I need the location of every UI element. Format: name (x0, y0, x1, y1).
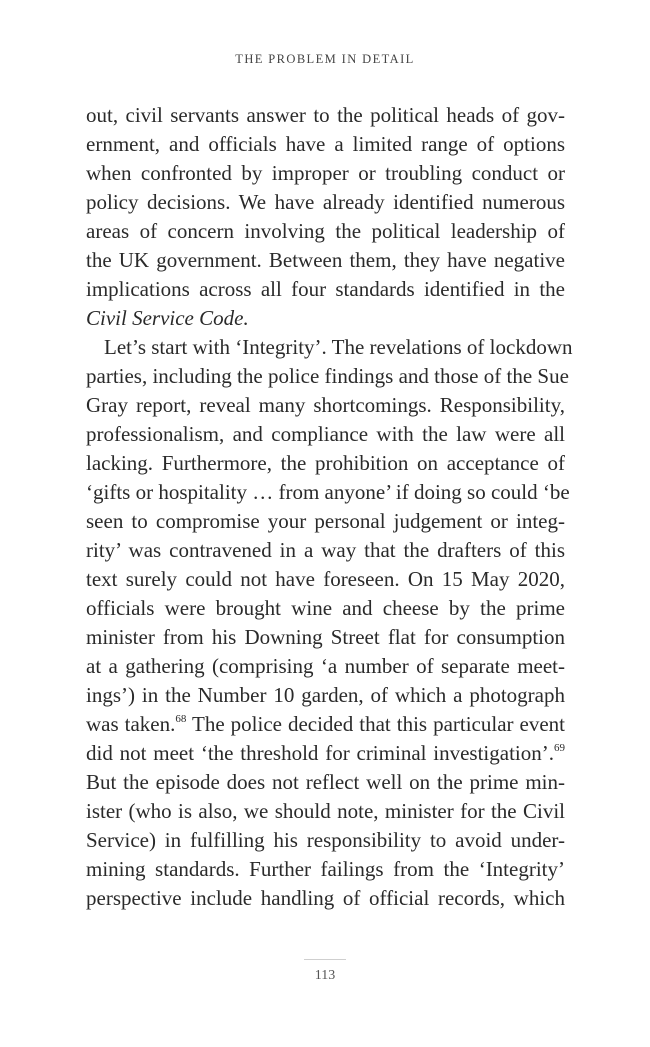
text-line: text surely could not have foreseen. On 15 May 2020, (86, 567, 565, 591)
text-line: policy decisions. We have already identified numerous (86, 190, 565, 214)
text-segment: The police decided that this particular event (186, 712, 565, 736)
body-text (86, 101, 573, 913)
text-line-italic-title: Civil Service Code. (86, 306, 249, 330)
running-head: THE PROBLEM IN DETAIL (235, 52, 415, 66)
text-line: implications across all four standards identified in the (86, 277, 565, 301)
text-segment: did not meet ‘the threshold for criminal investigation’. (86, 741, 554, 765)
text-line: rity’ was contravened in a way that the drafters of this (86, 538, 565, 562)
text-line: at a gathering (comprising ‘a number of separate meet- (86, 654, 565, 678)
paragraph-start-line: Let’s start with ‘Integrity’. The revelations of lockdown (104, 335, 573, 359)
text-line: ings’) in the Number 10 garden, of which a photograph (86, 683, 565, 707)
text-line: ernment, and officials have a limited range of options (86, 132, 565, 156)
text-line: Gray report, reveal many shortcomings. Responsibility, (86, 393, 565, 417)
text-segment: was taken. (86, 712, 176, 736)
text-line: parties, including the police findings and those of the Sue (86, 364, 569, 388)
page-number: 113 (314, 968, 336, 983)
text-line: But the episode does not reflect well on the prime min- (86, 770, 565, 794)
text-line: lacking. Furthermore, the prohibition on acceptance of (86, 451, 565, 475)
text-line: ister (who is also, we should note, minister for the Civil (86, 799, 565, 823)
text-line: minister from his Downing Street flat for consumption (86, 625, 565, 649)
text-line-with-footnote (86, 739, 565, 768)
text-line: officials were brought wine and cheese by the prime (86, 596, 565, 620)
text-line: Service) in fulfilling his responsibility to avoid under- (86, 828, 565, 852)
text-line: mining standards. Further failings from the ‘Integrity’ (86, 857, 565, 881)
text-line: areas of concern involving the political leadership of (86, 219, 565, 243)
text-line: perspective include handling of official records, which (86, 886, 565, 910)
footnote-marker: 69 (554, 742, 565, 754)
text-line: seen to compromise your personal judgement or integ- (86, 509, 565, 533)
page-number-rule (304, 959, 346, 960)
footnote-marker: 68 (175, 713, 187, 725)
text-line-with-footnote (86, 710, 565, 739)
text-line: ‘gifts or hospitality … from anyone’ if doing so could ‘be (86, 480, 570, 504)
text-line: professionalism, and compliance with the law were all (86, 422, 565, 446)
text-line: the UK government. Between them, they have negative (86, 248, 565, 272)
text-line: when confronted by improper or troubling conduct or (86, 161, 565, 185)
text-line: out, civil servants answer to the political heads of gov- (86, 103, 565, 127)
